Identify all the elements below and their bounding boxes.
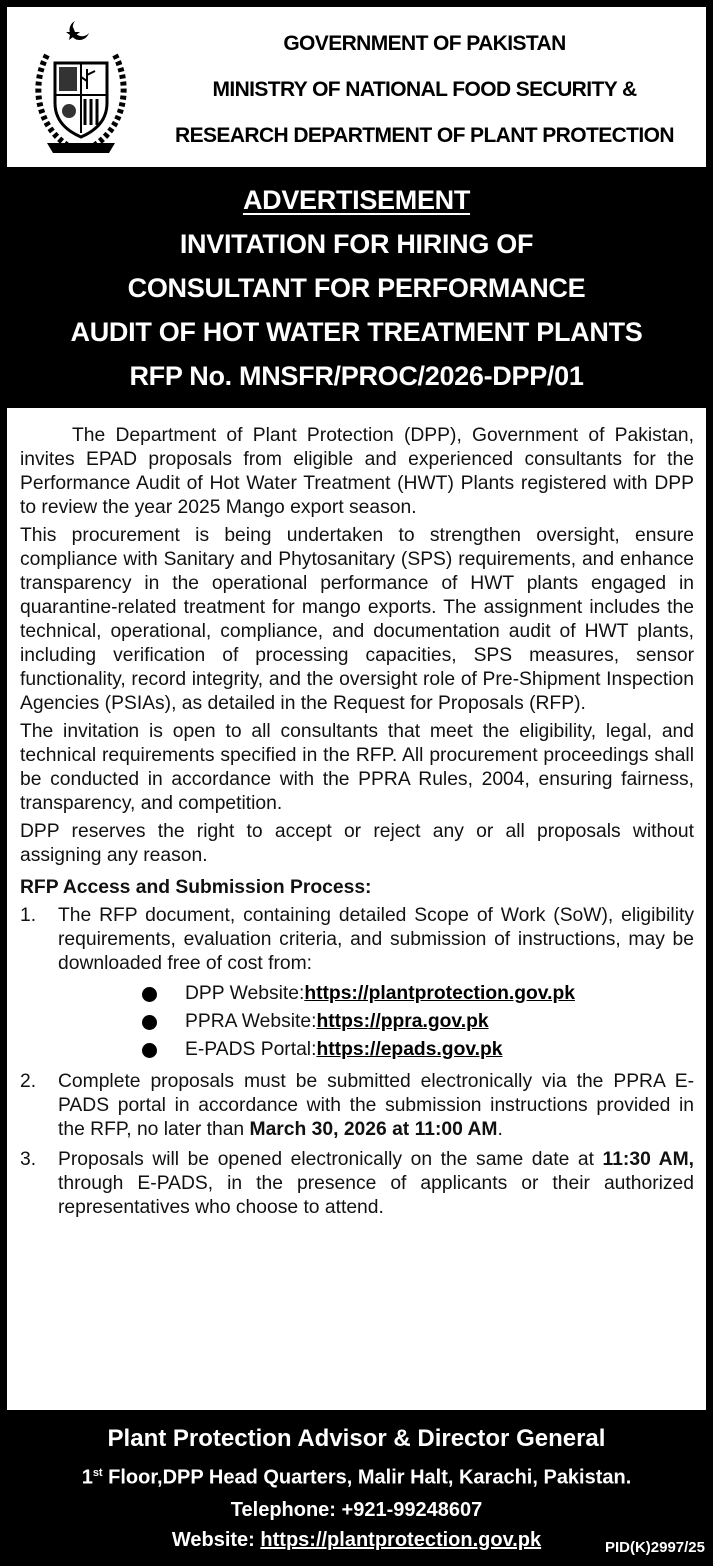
footer-website: Website: https://plantprotection.gov.pk [171, 1528, 542, 1551]
link-ppra-website: PPRA Website: https://ppra.gov.pk [20, 1008, 694, 1036]
opening-time: 11:30 AM, [602, 1149, 695, 1170]
ppra-website-link[interactable]: https://ppra.gov.pk [316, 1011, 489, 1032]
list-item: 2. Complete proposals must be submitted electronically via the PPRA E-PADS portal in accordance with the submission instructions provided in the RFP, no later than March 30, 2026 at 11:00 AM. [20, 1071, 694, 1140]
link-epads-portal: E-PADS Portal: https://epads.gov.pk [20, 1036, 694, 1064]
header-line-department: RESEARCH DEPARTMENT OF PLANT PROTECTION [175, 124, 674, 147]
footer-address: 1st Floor,DPP Head Quarters, Malir Halt, Karachi, Pakistan. [81, 1466, 632, 1489]
banner-line: AUDIT OF HOT WATER TREATMENT PLANTS [70, 317, 643, 347]
epads-portal-link[interactable]: https://epads.gov.pk [316, 1039, 503, 1060]
dpp-website-link[interactable]: https://plantprotection.gov.pk [304, 983, 575, 1004]
banner-line: CONSULTANT FOR PERFORMANCE [127, 273, 586, 303]
bullet-icon [142, 1043, 157, 1058]
bullet-icon [142, 1015, 157, 1030]
advertisement-body [7, 408, 706, 1410]
rfp-number: RFP No. MNSFR/PROC/2026-DPP/01 [129, 361, 584, 391]
list-item: 1. The RFP document, containing detailed Scope of Work (SoW), eligibility requirements, evaluation criteria, and submission of instructions, may be downloaded free of cost from: [20, 905, 694, 974]
section-title: RFP Access and Submission Process: [20, 877, 372, 898]
paragraph-reservation: DPP reserves the right to accept or reject any or all proposals without assigning any reason. [20, 821, 694, 866]
paragraph-intro: The Department of Plant Protection (DPP), Government of Pakistan, invites EPAD proposals from eligible and experienced consultants for the Performance Audit of Hot Water Treatment (HWT) Plants registered with DPP to review the year 2025 Mango export season. [20, 425, 694, 518]
paragraph-procurement: This procurement is being undertaken to strengthen oversight, ensure compliance with Sanitary and Phytosanitary (SPS) requirements, and enhance transparency in the operational performance of HWT plants engaged in quarantine-related treatment for mango exports. The assignment includes the technical, operational, compliance, and documentation audit of HWT plants, including verification of processing capacities, SPS measures, sensor functionality, record integrity, and the oversight role of Pre-Shipment Inspection Agencies (PSIAs), as detailed in the Request for Proposals (RFP). [20, 525, 694, 714]
paragraph-invitation: The invitation is open to all consultants that meet the eligibility, legal, and technical requirements specified in the RFP. All procurement proceedings shall be conducted in accordance with the PPRA Rules, 2004, ensuring fairness, transparency, and competition. [20, 721, 694, 814]
pid-number: PID(K)2997/25 [604, 1539, 705, 1556]
bullet-icon [142, 987, 157, 1002]
link-dpp-website: DPP Website: https://plantprotection.gov.pk [20, 980, 694, 1008]
header-title [147, 21, 702, 159]
title-banner [0, 170, 713, 406]
header-line-ministry: MINISTRY OF NATIONAL FOOD SECURITY & [212, 78, 637, 101]
header [7, 7, 706, 167]
advertisement-heading: ADVERTISEMENT [242, 185, 471, 215]
banner-line: INVITATION FOR HIRING OF [179, 229, 534, 259]
deadline: March 30, 2026 at 11:00 AM [249, 1119, 498, 1140]
header-line-government: GOVERNMENT OF PAKISTAN [283, 32, 566, 55]
footer-telephone: Telephone: +921-99248607 [230, 1498, 483, 1521]
footer-title: Plant Protection Advisor & Director General [107, 1425, 606, 1452]
footer [0, 1412, 713, 1566]
list-item: 3. Proposals will be opened electronically on the same date at 11:30 AM, through E-PADS, in the presence of applicants or their authorized representatives who choose to attend. [20, 1149, 695, 1218]
pakistan-state-emblem-icon [17, 15, 145, 163]
footer-website-link[interactable]: https://plantprotection.gov.pk [260, 1528, 542, 1551]
